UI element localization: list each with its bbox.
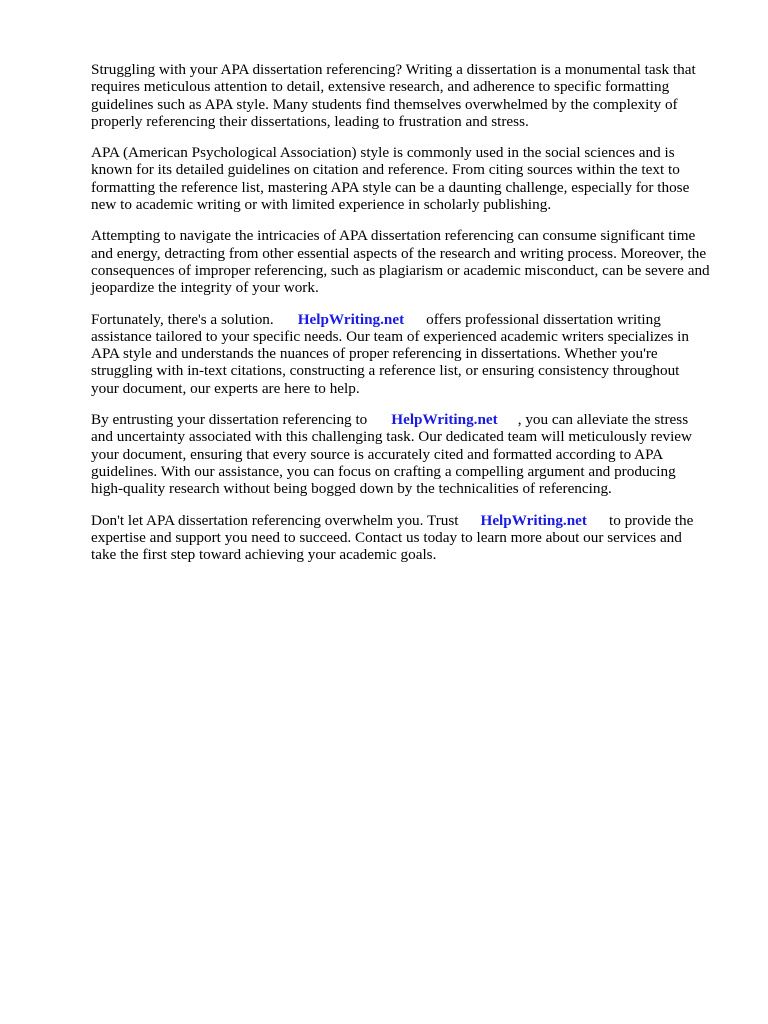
paragraph-intro <box>91 61 731 130</box>
text-line: Struggling with your APA dissertation referencing? Writing a dissertation is a monumental task that <box>91 61 696 78</box>
text-line: high-quality research without being bogged down by the technicalities of referencing. <box>91 480 612 498</box>
text-line: properly referencing their dissertations, leading to frustration and stress. <box>91 112 529 130</box>
helpwriting-link[interactable]: HelpWriting.net <box>480 511 587 529</box>
helpwriting-link[interactable]: HelpWriting.net <box>391 411 498 429</box>
paragraph-solution <box>91 311 731 397</box>
text-line: jeopardize the integrity of your work. <box>91 279 319 297</box>
text-line: your document, our experts are here to help. <box>91 379 360 397</box>
text-line: and uncertainty associated with this challenging task. Our dedicated team will meticulously review <box>91 428 692 446</box>
text-line: guidelines. With our assistance, you can focus on crafting a compelling argument and producing <box>91 462 676 480</box>
text-line: expertise and support you need to succeed. Contact us today to learn more about our services and <box>91 528 682 546</box>
text-line: new to academic writing or with limited experience in scholarly publishing. <box>91 196 552 214</box>
text-line: and energy, detracting from other essential aspects of the research and writing process. Moreover, the <box>91 244 707 262</box>
text-line: known for its detailed guidelines on citation and reference. From citing sources within the text to <box>91 161 680 179</box>
text-fragment: to provide the <box>608 511 694 529</box>
text-fragment: By entrusting your dissertation referencing to <box>91 411 368 429</box>
text-fragment: offers professional dissertation writing <box>426 310 661 328</box>
text-line: assistance tailored to your specific needs. Our team of experienced academic writers specializes in <box>91 327 689 345</box>
text-line: consequences of improper referencing, such as plagiarism or academic misconduct, can be severe and <box>91 261 710 279</box>
text-line <box>91 512 731 529</box>
text-fragment: Fortunately, there's a solution. <box>91 310 274 328</box>
text-line <box>91 411 731 428</box>
text-line: requires meticulous attention to detail, extensive research, and adherence to specific formatting <box>91 78 670 96</box>
text-line: APA (American Psychological Association) style is commonly used in the social sciences and is <box>91 144 675 162</box>
text-fragment: , you can alleviate the stress <box>517 411 689 429</box>
text-line: your document, ensuring that every source is accurately cited and formatted according to APA <box>91 445 664 463</box>
paragraph-challenges <box>91 227 731 296</box>
paragraph-closing <box>91 512 731 564</box>
text-line: struggling with in-text citations, constructing a reference list, or ensuring consistency throughout <box>91 362 680 380</box>
paragraph-entrusting <box>91 411 731 497</box>
text-line: guidelines such as APA style. Many students find themselves overwhelmed by the complexity of <box>91 95 678 113</box>
text-line: formatting the reference list, mastering APA style can be a daunting challenge, especially for those <box>91 178 690 196</box>
text-line: take the first step toward achieving your academic goals. <box>91 546 437 564</box>
document-body <box>91 61 731 577</box>
paragraph-apa-style <box>91 144 731 213</box>
text-line: APA style and understands the nuances of proper referencing in dissertations. Whether you're <box>91 345 658 363</box>
text-line <box>91 311 731 328</box>
text-fragment: Don't let APA dissertation referencing overwhelm you. Trust <box>91 511 459 529</box>
text-line: Attempting to navigate the intricacies of APA dissertation referencing can consume significant time <box>91 227 696 245</box>
helpwriting-link[interactable]: HelpWriting.net <box>297 310 405 328</box>
